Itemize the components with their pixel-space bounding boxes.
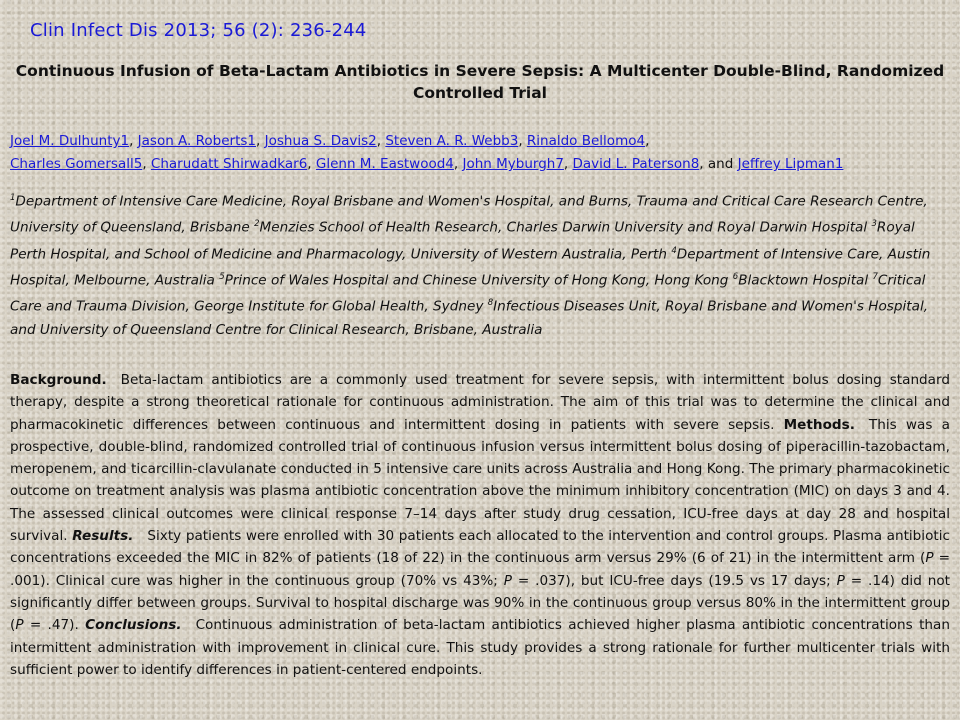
affil-num: 3 [871, 219, 877, 230]
affil-num: 8 [487, 298, 494, 309]
author-link[interactable]: David L. Paterson8 [572, 156, 700, 172]
author-list: Joel M. Dulhunty1, Jason A. Roberts1, Joshua S. Davis2, Steven A. R. Webb3, Rinaldo Bellomo4, Charles Gomersall5, Charudatt Shirwadkar6, Glenn M. Eastwood4, John Myburgh7, David L. Paterson8, and Jeffrey Lipman1 [10, 133, 844, 172]
affil-text: Critical Care and Trauma Division, George Institute for Global Health, Sydney [10, 272, 926, 315]
affil-text: Blacktown Hospital [738, 272, 869, 289]
author-link[interactable]: Joshua S. Davis2 [264, 133, 377, 149]
results-text: = .47). [29, 617, 79, 634]
author-link[interactable]: Rinaldo Bellomo4 [526, 133, 646, 149]
conclusions-label: Conclusions. [85, 617, 182, 634]
affil-text: Menzies School of Health Research, Charles Darwin University and Royal Darwin Hospital [259, 219, 868, 236]
affil-text: Department of Intensive Care Medicine, Royal Brisbane and Women's Hospital, and Burns, Trauma and Critical Care Research Centre, University of Queensland, Brisbane [10, 193, 928, 236]
background-text: Beta-lactam antibiotics are a commonly used treatment for severe sepsis, with intermittent bolus dosing standard therapy, despite a strong theoretical rationale for continuous administration. The aim of this trial was to determine the clinical and pharmacokinetic differences between continuous and intermittent dosing in patients with severe sepsis. [10, 372, 950, 433]
affil-num: 2 [254, 219, 260, 230]
background-label: Background. [10, 372, 107, 388]
author-link[interactable]: Jeffrey Lipman1 [737, 156, 844, 172]
affil-num: 5 [219, 271, 225, 282]
affil-text: Royal Perth Hospital, and School of Medicine and Pharmacology, University of Western Australia, Perth [10, 219, 915, 263]
p-symbol: P [836, 572, 845, 589]
author-link[interactable]: Jason A. Roberts1 [137, 133, 257, 149]
results-text: = .14) did not significantly differ between groups. Survival to hospital discharge was 90% in the continuous group versus 80% in the intermittent group ( [10, 572, 950, 634]
results-text: = .001). Clinical cure was higher in the continuous group (70% vs 43%; [10, 550, 951, 589]
author-link[interactable]: Glenn M. Eastwood4 [315, 156, 454, 172]
affil-text: Department of Intensive Care, Austin Hospital, Melbourne, Australia [10, 246, 931, 289]
methods-text: This was a prospective, double-blind, randomized controlled trial of continuous infusion versus intermittent bolus dosing of piperacillin-tazobactam, meropenem, and ticarcillin-clavulanate conducted in 5 intensive care units across Australia and Hong Kong. The primary pharmacokinetic outcome on treatment analysis was plasma antibiotic concentration above the minimum inhibitory concentration (MIC) on days 3 and 4. The assessed clinical outcomes were clinical response 7–14 days after study drug cessation, ICU-free days at day 28 and hospital survival. [10, 416, 950, 545]
affiliations [10, 187, 952, 341]
affil-num: 4 [671, 245, 677, 256]
abstract [10, 369, 950, 681]
results-text: Sixty patients were enrolled with 30 patients each allocated to the intervention and control groups. Plasma antibiotic concentrations exceeded the MIC in 82% of patients (18 of 22) in the continuous arm versus 29% (6 of 21) in the intermittent arm ( [10, 528, 950, 567]
results-text: = .037), but ICU-free days (19.5 vs 17 days; [517, 572, 831, 589]
author-link[interactable]: John Myburgh7 [462, 156, 564, 172]
p-symbol: P [503, 572, 512, 589]
p-symbol: P [15, 617, 24, 634]
authors-and: and [707, 156, 734, 172]
affil-text: Infectious Diseases Unit, Royal Brisbane and Women's Hospital, and University of Queensland Centre for Clinical Research, Brisbane, Australia [10, 298, 929, 338]
methods-label: Methods. [783, 416, 855, 433]
author-link[interactable]: Joel M. Dulhunty1 [10, 133, 130, 149]
author-link[interactable]: Steven A. R. Webb3 [385, 133, 519, 149]
affil-text: Prince of Wales Hospital and Chinese University of Hong Kong, Hong Kong [224, 272, 729, 289]
p-symbol: P [925, 550, 934, 567]
affil-num: 7 [872, 271, 878, 282]
affil-num: 1 [10, 193, 16, 203]
conclusions-text: Continuous administration of beta-lactam antibiotics achieved higher plasma antibiotic concentrations than intermittent administration with improvement in clinical cure. This study provides a strong rationale for further multicenter trials with sufficient power to identify differences in patient-centered endpoints. [10, 617, 950, 678]
results-label: Results. [72, 528, 134, 545]
author-link[interactable]: Charles Gomersall5 [10, 156, 143, 172]
citation: Clin Infect Dis 2013; 56 (2): 236-244 [30, 20, 367, 41]
affil-num: 6 [732, 271, 739, 282]
article-title: Continuous Infusion of Beta-Lactam Antibiotics in Severe Sepsis: A Multicenter Double-Blind, Randomized Controlled Trial [15, 62, 945, 102]
author-link[interactable]: Charudatt Shirwadkar6 [150, 156, 308, 172]
